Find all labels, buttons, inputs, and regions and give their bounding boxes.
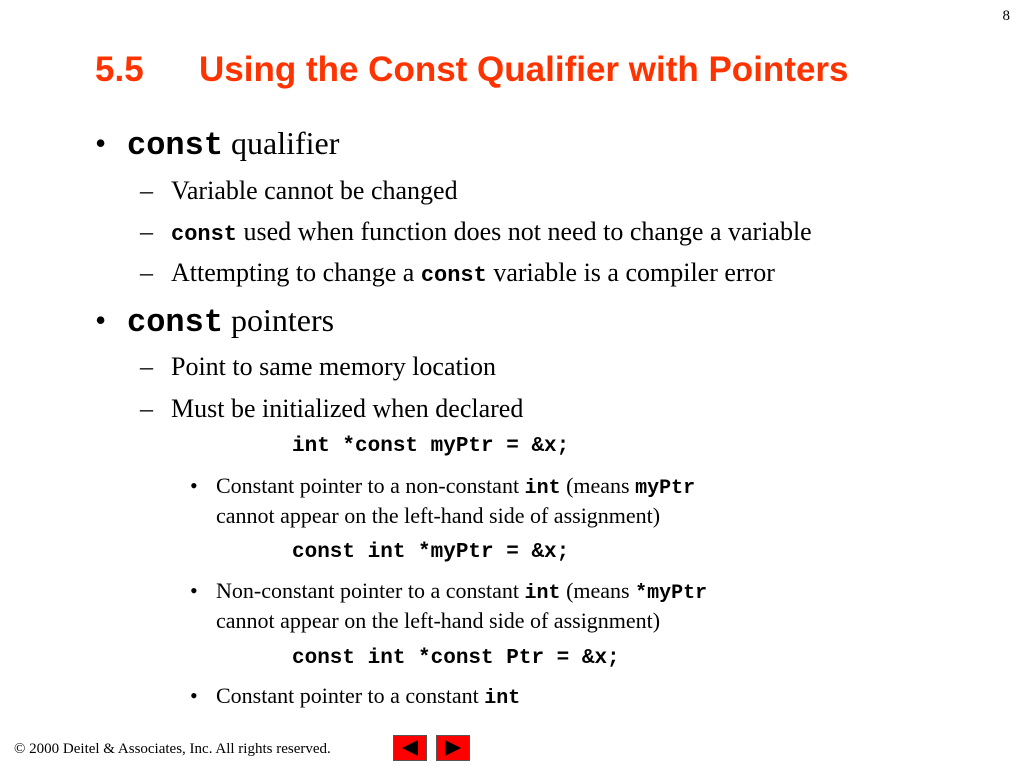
code-keyword: const <box>171 222 238 247</box>
bullet-const-qualifier <box>95 125 339 164</box>
triangle-right-icon <box>437 736 469 760</box>
detail-text: (means <box>560 473 636 498</box>
copyright-symbol: © <box>14 741 26 757</box>
bullet-marker: • <box>95 125 107 161</box>
triangle-left-icon <box>394 736 426 760</box>
code-keyword: int <box>524 582 561 605</box>
slide-title <box>95 50 849 90</box>
sub-bullet-must-initialize <box>140 394 523 424</box>
detail-constant-pointer <box>190 473 695 500</box>
sub-bullet-compiler-error <box>140 258 775 288</box>
bullet-marker: • <box>95 302 107 338</box>
detail-nonconstant-pointer <box>190 578 707 605</box>
code-keyword: const <box>127 127 224 164</box>
bullet-marker: • <box>190 578 198 603</box>
code-keyword: int <box>524 477 561 500</box>
copyright-footer <box>14 741 331 758</box>
sub-bullet-text: used when function does not need to change a variable <box>237 217 812 246</box>
bullet-text: qualifier <box>223 125 340 161</box>
dash-marker: – <box>140 176 153 205</box>
sub-bullet-same-memory <box>140 352 496 382</box>
bullet-marker: • <box>190 683 198 708</box>
section-number: 5.5 <box>95 50 144 89</box>
detail-continuation: cannot appear on the left-hand side of assignment) <box>216 608 661 633</box>
code-keyword: const <box>420 263 487 288</box>
code-keyword: int <box>484 687 521 710</box>
detail-text: (means <box>560 578 636 603</box>
copyright-text: 2000 Deitel & Associates, Inc. All rights reserved. <box>25 741 331 757</box>
title-text: Using the Const Qualifier with Pointers <box>199 50 849 89</box>
sub-bullet-text: Attempting to change a <box>171 258 421 287</box>
sub-bullet-text: Must be initialized when declared <box>171 394 524 423</box>
code-example-2: const int *myPtr = &x; <box>292 541 570 564</box>
code-example-1: int *const myPtr = &x; <box>292 435 570 458</box>
bullet-const-pointers <box>95 302 334 341</box>
sub-bullet-const-used-when <box>140 217 812 247</box>
detail-text: Constant pointer to a non-constant <box>216 473 525 498</box>
next-slide-button[interactable] <box>436 735 470 761</box>
code-keyword: myPtr <box>635 477 696 500</box>
detail-text: Non-constant pointer to a constant <box>216 578 525 603</box>
code-keyword: *myPtr <box>635 582 708 605</box>
detail-text: Constant pointer to a constant <box>216 683 485 708</box>
dash-marker: – <box>140 352 153 381</box>
sub-bullet-text: Variable cannot be changed <box>171 176 458 205</box>
dash-marker: – <box>140 217 153 246</box>
bullet-text: pointers <box>223 302 335 338</box>
detail-continuation: cannot appear on the left-hand side of assignment) <box>216 503 661 528</box>
sub-bullet-text: variable is a compiler error <box>486 258 775 287</box>
code-example-3: const int *const Ptr = &x; <box>292 647 620 670</box>
slide-number: 8 <box>1002 8 1010 24</box>
code-keyword: const <box>127 304 224 341</box>
sub-bullet-text: Point to same memory location <box>171 352 496 381</box>
bullet-marker: • <box>190 473 198 498</box>
sub-bullet-variable-cannot-change <box>140 176 458 206</box>
detail-constant-constant <box>190 683 520 710</box>
previous-slide-button[interactable] <box>393 735 427 761</box>
dash-marker: – <box>140 258 153 287</box>
dash-marker: – <box>140 394 153 423</box>
